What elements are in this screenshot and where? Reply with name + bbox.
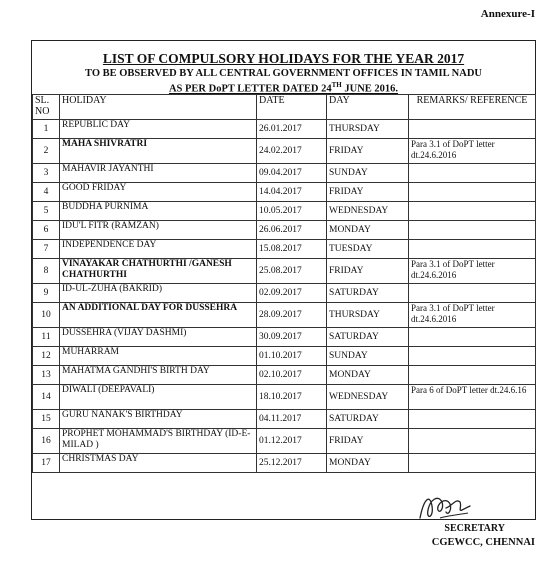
row-day: SUNDAY	[327, 164, 409, 183]
table-row	[33, 202, 536, 221]
table-row	[33, 366, 536, 385]
row-date: 15.08.2017	[257, 240, 327, 259]
table-row	[33, 259, 536, 284]
reference-superscript: TH	[331, 81, 342, 89]
row-remarks	[409, 240, 536, 259]
row-remarks: Para 6 of DoPT letter dt.24.6.16	[409, 385, 536, 410]
row-holiday: MAHATMA GANDHI'S BIRTH DAY	[60, 366, 257, 385]
row-holiday: BUDDHA PURNIMA	[60, 202, 257, 221]
row-date: 01.12.2017	[257, 429, 327, 454]
table-row	[33, 410, 536, 429]
annexure-label: Annexure-I	[480, 8, 535, 20]
row-sl-no: 17	[33, 454, 60, 473]
row-date: 26.01.2017	[257, 120, 327, 139]
row-holiday: DUSSEHRA (VIJAY DASHMI)	[60, 328, 257, 347]
row-holiday: GOOD FRIDAY	[60, 183, 257, 202]
row-remarks	[409, 454, 536, 473]
row-day: THURSDAY	[327, 120, 409, 139]
signature	[416, 488, 476, 524]
row-holiday: MAHA SHIVRATRI	[60, 139, 257, 164]
table-row	[33, 303, 536, 328]
table-header-row	[33, 95, 536, 120]
row-day: SATURDAY	[327, 284, 409, 303]
row-date: 25.12.2017	[257, 454, 327, 473]
row-day: WEDNESDAY	[327, 202, 409, 221]
document-reference	[32, 81, 535, 95]
table-row	[33, 164, 536, 183]
row-day: FRIDAY	[327, 139, 409, 164]
row-sl-no: 13	[33, 366, 60, 385]
row-date: 18.10.2017	[257, 385, 327, 410]
reference-text-end: JUNE 2016.	[341, 83, 399, 95]
row-remarks: Para 3.1 of DoPT letter dt.24.6.2016	[409, 139, 536, 164]
document-title: LIST OF COMPULSORY HOLIDAYS FOR THE YEAR 2017	[102, 51, 465, 66]
row-date: 25.08.2017	[257, 259, 327, 284]
document-subtitle: TO BE OBSERVED BY ALL CENTRAL GOVERNMENT OFFICES IN TAMIL NADU	[85, 68, 482, 79]
table-row	[33, 120, 536, 139]
col-day: DAY	[327, 95, 409, 120]
row-remarks	[409, 347, 536, 366]
row-date: 02.09.2017	[257, 284, 327, 303]
col-sl-no: SL. NO	[33, 95, 60, 120]
row-day: SATURDAY	[327, 328, 409, 347]
organization-label: CGEWCC, CHENNAI	[431, 537, 535, 548]
row-date: 09.04.2017	[257, 164, 327, 183]
row-day: MONDAY	[327, 366, 409, 385]
row-holiday: IDU'L FITR (RAMZAN)	[60, 221, 257, 240]
row-day: SUNDAY	[327, 347, 409, 366]
row-sl-no: 7	[33, 240, 60, 259]
row-remarks	[409, 284, 536, 303]
row-remarks	[409, 221, 536, 240]
row-remarks	[409, 328, 536, 347]
row-sl-no: 3	[33, 164, 60, 183]
holiday-table	[32, 94, 536, 473]
row-sl-no: 4	[33, 183, 60, 202]
col-date: DATE	[257, 95, 327, 120]
row-day: WEDNESDAY	[327, 385, 409, 410]
row-day: FRIDAY	[327, 183, 409, 202]
row-day: MONDAY	[327, 454, 409, 473]
row-holiday: ID-UL-ZUHA (BAKRID)	[60, 284, 257, 303]
table-row	[33, 240, 536, 259]
row-sl-no: 1	[33, 120, 60, 139]
reference-text: AS PER DoPT LETTER DATED 24	[168, 83, 332, 95]
table-row	[33, 221, 536, 240]
table-row	[33, 429, 536, 454]
table-row	[33, 328, 536, 347]
holiday-list-frame	[31, 40, 536, 520]
row-remarks	[409, 202, 536, 221]
row-date: 30.09.2017	[257, 328, 327, 347]
row-remarks: Para 3.1 of DoPT letter dt.24.6.2016	[409, 259, 536, 284]
table-row	[33, 284, 536, 303]
row-holiday: GURU NANAK'S BIRTHDAY	[60, 410, 257, 429]
row-sl-no: 11	[33, 328, 60, 347]
row-holiday: DIWALI (DEEPAVALI)	[60, 385, 257, 410]
row-sl-no: 12	[33, 347, 60, 366]
table-row	[33, 183, 536, 202]
col-holiday: HOLIDAY	[60, 95, 257, 120]
row-date: 26.06.2017	[257, 221, 327, 240]
row-date: 14.04.2017	[257, 183, 327, 202]
row-date: 02.10.2017	[257, 366, 327, 385]
row-sl-no: 9	[33, 284, 60, 303]
row-sl-no: 6	[33, 221, 60, 240]
row-holiday: AN ADDITIONAL DAY FOR DUSSEHRA	[60, 303, 257, 328]
row-date: 01.10.2017	[257, 347, 327, 366]
row-sl-no: 10	[33, 303, 60, 328]
row-holiday: CHRISTMAS DAY	[60, 454, 257, 473]
row-day: THURSDAY	[327, 303, 409, 328]
row-sl-no: 15	[33, 410, 60, 429]
row-holiday: VINAYAKAR CHATHURTHI /GANESH CHATHURTHI	[60, 259, 257, 284]
row-holiday: INDEPENDENCE DAY	[60, 240, 257, 259]
row-day: MONDAY	[327, 221, 409, 240]
row-date: 24.02.2017	[257, 139, 327, 164]
row-date: 04.11.2017	[257, 410, 327, 429]
table-row	[33, 139, 536, 164]
row-holiday: MAHAVIR JAYANTHI	[60, 164, 257, 183]
table-row	[33, 385, 536, 410]
row-holiday: REPUBLIC DAY	[60, 120, 257, 139]
row-sl-no: 14	[33, 385, 60, 410]
row-sl-no: 16	[33, 429, 60, 454]
row-remarks	[409, 410, 536, 429]
row-remarks	[409, 429, 536, 454]
row-sl-no: 2	[33, 139, 60, 164]
table-row	[33, 347, 536, 366]
row-date: 10.05.2017	[257, 202, 327, 221]
row-day: TUESDAY	[327, 240, 409, 259]
row-remarks	[409, 164, 536, 183]
row-sl-no: 8	[33, 259, 60, 284]
row-day: FRIDAY	[327, 259, 409, 284]
row-remarks: Para 3.1 of DoPT letter dt.24.6.2016	[409, 303, 536, 328]
secretary-label: SECRETARY	[444, 523, 505, 534]
row-holiday: MUHARRAM	[60, 347, 257, 366]
row-date: 28.09.2017	[257, 303, 327, 328]
row-remarks	[409, 183, 536, 202]
table-row	[33, 454, 536, 473]
row-sl-no: 5	[33, 202, 60, 221]
row-holiday: PROPHET MOHAMMAD'S BIRTHDAY (ID-E-MILAD )	[60, 429, 257, 454]
col-remarks: REMARKS/ REFERENCE	[409, 95, 536, 120]
row-remarks	[409, 366, 536, 385]
row-remarks	[409, 120, 536, 139]
row-day: SATURDAY	[327, 410, 409, 429]
row-day: FRIDAY	[327, 429, 409, 454]
